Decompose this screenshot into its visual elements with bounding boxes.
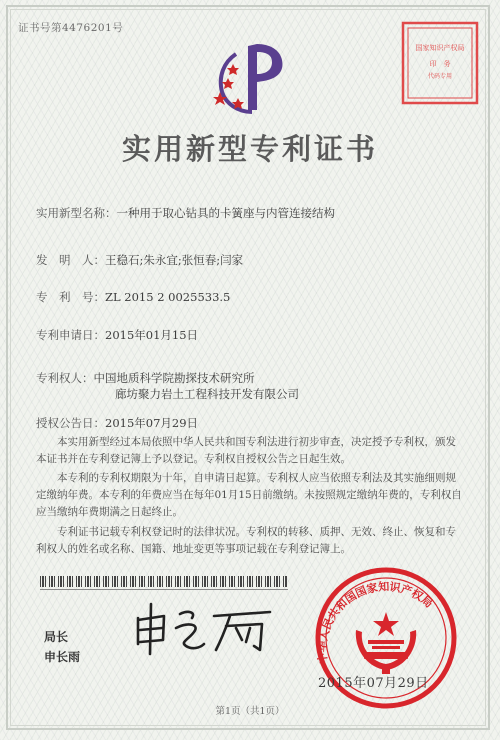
signatory-title: 局长 [44, 630, 69, 644]
handwritten-signature-icon [130, 598, 280, 658]
certificate-title: 实用新型专利证书 [121, 132, 378, 166]
signatory-name: 申长雨 [44, 650, 81, 664]
inventor-value: 王稳石;朱永宜;张恒春;闫家 [105, 253, 244, 267]
inventor-row [36, 252, 243, 268]
svg-text:印 务: 印 务 [429, 60, 451, 68]
printing-stamp-icon [400, 20, 480, 106]
inventor-label: 发 明 人： [36, 253, 105, 267]
patentee-row [36, 370, 255, 386]
patent-number-label: 专 利 号： [36, 290, 105, 304]
grant-date-row [36, 415, 198, 431]
barcode [40, 576, 288, 587]
page-number: 第1页（共1页） [215, 706, 285, 717]
patent-office-logo-icon [208, 40, 290, 116]
filing-date-row [36, 327, 198, 343]
name-label: 实用新型名称： [36, 206, 117, 220]
patent-number-row [36, 289, 230, 305]
svg-text:国家知识产权局: 国家知识产权局 [415, 44, 465, 52]
body-paragraph-3: 专利证书记载专利权登记时的法律状况。专利权的转移、质押、无效、终止、恢复和专利权人的姓名或名称、国籍、地址变更等事项记载在专利登记簿上。 [36, 526, 456, 555]
patentee-value-1: 中国地质科学院勘探技术研究所 [93, 371, 255, 385]
patentee-label: 专利权人： [36, 371, 94, 385]
body-paragraph-1: 本实用新型经过本局依照中华人民共和国专利法进行初步审查，决定授予专利权，颁发本证书并在专利登记簿上予以登记。专利权自授权公告之日起生效。 [36, 436, 456, 465]
filing-date-value: 2015年01月15日 [105, 328, 199, 342]
patent-number-value: ZL 2015 2 0025533.5 [105, 290, 231, 304]
utility-model-name-row [36, 205, 335, 221]
filing-date-label: 专利申请日： [36, 328, 105, 342]
grant-date-value: 2015年07月29日 [105, 416, 199, 430]
body-paragraph-2: 本专利的专利权期限为十年，自申请日起算。专利权人应当依照专利法及其实施细则规定缴纳年费。本专利的年费应当在每年01月15日前缴纳。未按照规定缴纳年费的，专利权自应当缴纳年费期满之日起终止。 [36, 472, 462, 518]
name-value: 一种用于取心钻具的卡簧座与内管连接结构 [116, 206, 335, 220]
patentee-value-2: 廊坊聚力岩土工程科技开发有限公司 [115, 387, 299, 401]
barcode-underline [40, 589, 288, 590]
svg-text:代码专用: 代码专用 [427, 73, 453, 80]
svg-text:中华人民共和国国家知识产权局: 中华人民共和国国家知识产权局 [315, 580, 436, 665]
certificate-number: 证书号第4476201号 [18, 22, 124, 34]
grant-date-label: 授权公告日： [36, 416, 105, 430]
seal-date: 2015年07月29日 [318, 676, 429, 691]
